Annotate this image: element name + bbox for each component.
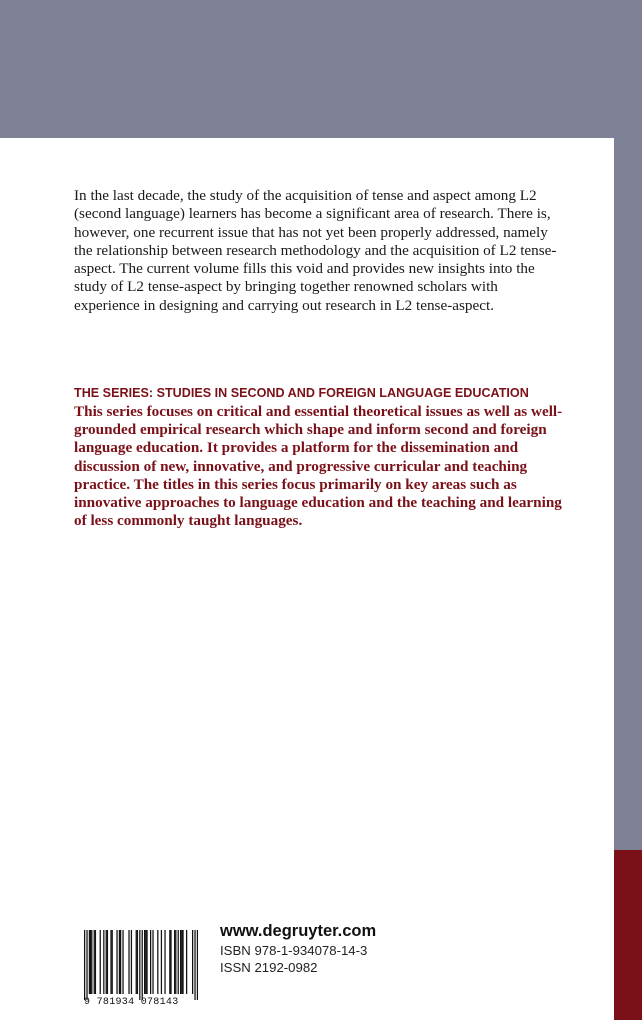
barcode-bar bbox=[120, 930, 121, 994]
barcode-bar bbox=[131, 930, 132, 994]
barcode-bar bbox=[174, 930, 175, 994]
barcode-bar bbox=[103, 930, 104, 994]
barcode-bar bbox=[170, 930, 171, 994]
barcode-bar bbox=[90, 930, 91, 994]
barcode-bar bbox=[91, 930, 92, 994]
barcode-bar bbox=[136, 930, 137, 994]
barcode-bar bbox=[169, 930, 170, 994]
barcode-bar bbox=[89, 930, 90, 994]
barcode-bar bbox=[110, 930, 111, 994]
barcode-bar bbox=[144, 930, 145, 994]
barcode-bar bbox=[157, 930, 158, 994]
barcode-bar bbox=[116, 930, 117, 994]
barcode-bar bbox=[194, 930, 195, 1000]
issn-number: ISSN 2192-0982 bbox=[220, 960, 318, 975]
barcode-bar bbox=[178, 930, 179, 994]
barcode-bar bbox=[119, 930, 120, 994]
barcode-bar bbox=[94, 930, 95, 994]
barcode-bar bbox=[128, 930, 129, 994]
series-description: This series focuses on critical and essential theoretical issues as well as well-grounded empirical research which shape and inform second and foreign language education. It provides a platform for the dissemination and discussion of new, innovative, and progressive curricular and teaching practice. The titles in this series focus primarily on key areas such as innovative approaches to language education and the teaching and learning of less commonly taught languages. bbox=[74, 403, 563, 530]
book-description: In the last decade, the study of the acquisition of tense and aspect among L2 (second language) learners has become a significant area of research. There is, however, one recurrent issue that has not yet been properly addressed, namely the relationship between research methodology and the acquisition of L2 tense-aspect. The current volume fills this void and provides new insights into the study of L2 tense-aspect by bringing together renowned scholars with experience in designing and carrying out research in L2 tense-aspect. bbox=[74, 187, 557, 314]
barcode-bar bbox=[197, 930, 198, 1000]
barcode-bar bbox=[186, 930, 187, 994]
barcode-bar bbox=[142, 930, 143, 1000]
back-cover-page bbox=[0, 138, 614, 1020]
barcode-bar bbox=[161, 930, 162, 994]
barcode-bar bbox=[192, 930, 193, 994]
barcode-bar bbox=[86, 930, 87, 1000]
barcode-bar bbox=[164, 930, 165, 994]
barcode-bar bbox=[150, 930, 151, 994]
barcode-bar bbox=[139, 930, 140, 1000]
barcode-bar bbox=[175, 930, 176, 994]
barcode-bar bbox=[146, 930, 147, 994]
barcode-bar bbox=[182, 930, 183, 994]
barcode-bar bbox=[181, 930, 182, 994]
barcode-bar bbox=[100, 930, 101, 994]
barcode-bar bbox=[106, 930, 107, 994]
barcode-bar bbox=[112, 930, 113, 994]
barcode-bar bbox=[180, 930, 181, 994]
barcode-bar bbox=[84, 930, 85, 1000]
isbn-barcode bbox=[84, 930, 198, 1000]
barcode-bar bbox=[122, 930, 123, 994]
barcode-bars bbox=[84, 930, 198, 1000]
barcode-digits: 9 781934 078143 bbox=[84, 997, 179, 1008]
isbn-number: ISBN 978-1-934078-14-3 bbox=[220, 943, 368, 958]
series-heading: THE SERIES: STUDIES IN SECOND AND FOREIGN LANGUAGE EDUCATION bbox=[74, 386, 529, 400]
barcode-bar bbox=[137, 930, 138, 994]
publisher-url[interactable]: www.degruyter.com bbox=[220, 922, 377, 940]
barcode-bar bbox=[145, 930, 146, 994]
spine-color-band bbox=[614, 850, 642, 1020]
barcode-bar bbox=[95, 930, 96, 994]
barcode-bar bbox=[152, 930, 153, 994]
barcode-bar bbox=[107, 930, 108, 994]
